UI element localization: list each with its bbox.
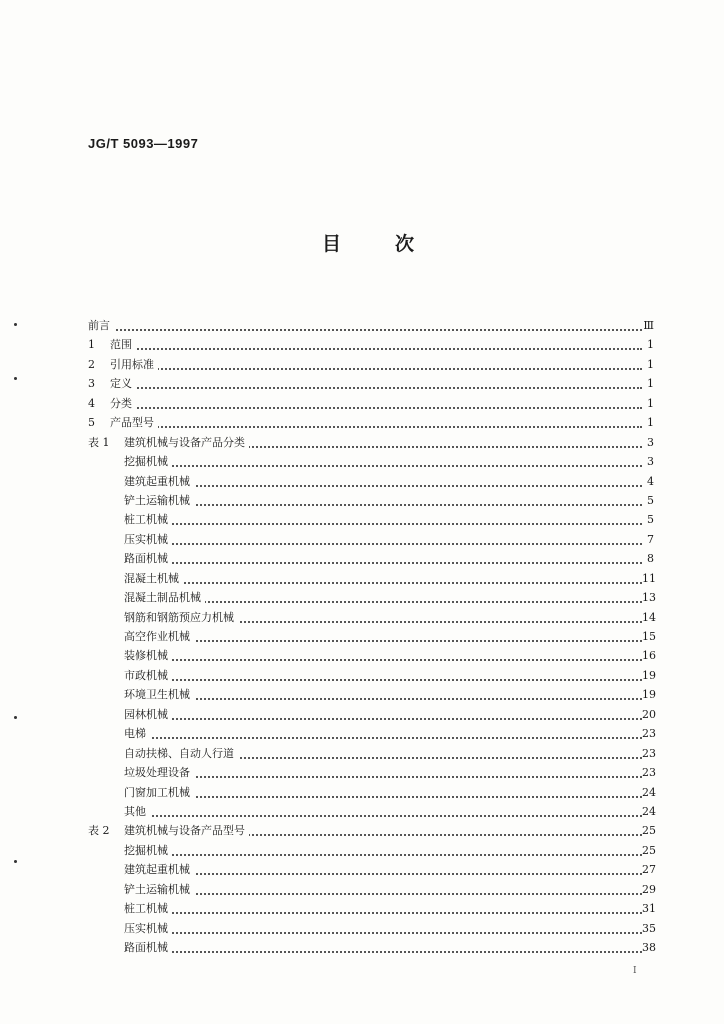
toc-entry[interactable] — [88, 413, 654, 432]
toc-entry-label: 挖掘机械 — [124, 841, 172, 860]
toc-entry[interactable] — [88, 646, 654, 665]
dot-leader — [124, 465, 642, 467]
toc-entry-page: 3 — [647, 455, 654, 469]
toc-entry-label: 建筑机械与设备产品型号 — [124, 821, 249, 840]
scan-mark — [14, 860, 17, 863]
scan-mark — [14, 716, 17, 719]
toc-entry[interactable] — [88, 899, 654, 918]
toc-entry-label: 园林机械 — [124, 705, 172, 724]
toc-entry-label: 市政机械 — [124, 666, 172, 685]
toc-entry-page: 5 — [647, 513, 654, 527]
toc-entry-label: 电梯 — [124, 724, 150, 743]
toc-entry-page: 1 — [647, 396, 654, 410]
toc-entry-label: 铲土运输机械 — [124, 880, 194, 899]
toc-entry-label: 引用标准 — [110, 355, 158, 374]
toc-entry[interactable] — [88, 685, 654, 704]
standard-code: JG/T 5093—1997 — [88, 136, 199, 151]
toc-entry[interactable] — [88, 783, 654, 802]
toc-entry[interactable] — [88, 841, 654, 860]
toc-entry[interactable] — [88, 763, 654, 782]
toc-entry-label: 混凝土机械 — [124, 569, 183, 588]
dot-leader — [124, 582, 642, 584]
toc-entry-page: 19 — [642, 668, 656, 682]
toc-entry-page: 1 — [647, 416, 654, 430]
toc-entry[interactable] — [88, 588, 654, 607]
toc-entry-label: 门窗加工机械 — [124, 783, 194, 802]
toc-entry-label: 垃圾处理设备 — [124, 763, 194, 782]
toc-entry-page: Ⅲ — [643, 319, 654, 332]
toc-entry[interactable] — [88, 821, 654, 840]
toc-entry-label: 分类 — [110, 394, 136, 413]
dot-leader — [124, 562, 642, 564]
toc-entry[interactable] — [88, 510, 654, 529]
toc-entry-page: 38 — [642, 941, 656, 954]
toc-entry[interactable] — [88, 919, 654, 938]
toc-entry-page: 4 — [647, 474, 654, 488]
page-title: 目次 — [322, 233, 469, 255]
toc-entry-page: 13 — [642, 591, 656, 605]
scan-mark — [14, 377, 17, 380]
toc-entry-page: 29 — [642, 882, 656, 896]
toc-entry-page: 3 — [647, 435, 654, 449]
dot-leader — [124, 815, 642, 817]
toc-entry-label: 产品型号 — [110, 413, 158, 432]
toc-entry[interactable] — [88, 472, 654, 491]
dot-leader — [124, 893, 642, 895]
toc-entry-page: 7 — [647, 532, 654, 546]
toc-entry-label: 铲土运输机械 — [124, 491, 194, 510]
toc-entry[interactable] — [88, 452, 654, 471]
dot-leader — [124, 659, 642, 661]
toc-entry[interactable] — [88, 433, 654, 452]
toc-entry-page: 27 — [642, 863, 656, 877]
dot-leader — [124, 543, 642, 545]
toc-entry-label: 挖掘机械 — [124, 452, 172, 471]
toc-entry-number: 2 — [88, 357, 95, 371]
toc-entry[interactable] — [88, 569, 654, 588]
dot-leader — [124, 718, 642, 720]
dot-leader — [124, 776, 642, 778]
toc-entry-page: 31 — [642, 902, 656, 916]
toc-entry-number: 5 — [88, 416, 95, 430]
toc-entry-page: 23 — [642, 727, 656, 741]
toc-entry-label: 建筑起重机械 — [124, 472, 194, 491]
dot-leader — [124, 854, 642, 856]
toc-entry-label: 建筑起重机械 — [124, 860, 194, 879]
toc-entry-number: 3 — [88, 377, 95, 391]
toc-entry-label: 其他 — [124, 802, 150, 821]
toc-entry-label: 定义 — [110, 374, 136, 393]
dot-leader — [124, 951, 642, 953]
toc-entry-number: 表 2 — [88, 824, 110, 838]
toc-entry-label: 建筑机械与设备产品分类 — [124, 433, 249, 452]
toc-entry[interactable] — [88, 355, 654, 374]
toc-entry-label: 前言 — [88, 316, 114, 335]
toc-entry-page: 1 — [647, 357, 654, 371]
toc-entry[interactable] — [88, 608, 654, 627]
toc-entry-label: 路面机械 — [124, 549, 172, 568]
toc-entry-label: 压实机械 — [124, 530, 172, 549]
dot-leader — [110, 426, 642, 428]
toc-entry[interactable] — [88, 724, 654, 743]
toc-entry-page: 25 — [642, 824, 656, 838]
toc-entry-page: 1 — [647, 377, 654, 391]
toc-entry[interactable] — [88, 938, 654, 957]
dot-leader — [110, 348, 642, 350]
dot-leader — [110, 387, 642, 389]
toc-entry-label: 装修机械 — [124, 646, 172, 665]
toc-entry[interactable] — [88, 627, 654, 646]
dot-leader — [124, 640, 642, 642]
toc-entry-page: 24 — [642, 804, 656, 818]
dot-leader — [124, 796, 642, 798]
dot-leader — [124, 504, 642, 506]
page-number: I — [633, 966, 637, 976]
toc-entry-label: 路面机械 — [124, 938, 172, 957]
dot-leader — [124, 737, 642, 739]
toc-entry-label: 环境卫生机械 — [124, 685, 194, 704]
dot-leader — [110, 407, 642, 409]
toc-entry-page: 23 — [642, 766, 656, 780]
toc-entry[interactable] — [88, 666, 654, 685]
toc-entry-page: 15 — [642, 630, 656, 643]
toc-entry[interactable] — [88, 335, 654, 354]
toc-entry-page: 25 — [642, 843, 656, 857]
dot-leader — [110, 368, 642, 370]
toc-entry-label: 自动扶梯、自动人行道 — [124, 744, 238, 763]
toc-entry[interactable] — [88, 744, 654, 763]
toc-entry-label: 压实机械 — [124, 919, 172, 938]
toc-entry-page: 19 — [642, 688, 656, 702]
dot-leader — [124, 912, 642, 914]
toc-entry-label: 钢筋和钢筋预应力机械 — [124, 608, 238, 627]
toc-entry-number: 1 — [88, 338, 95, 352]
toc-entry-page: 14 — [642, 610, 656, 624]
toc-entry-label: 桩工机械 — [124, 899, 172, 918]
toc-entry-label: 桩工机械 — [124, 510, 172, 529]
toc-entry-page: 5 — [647, 493, 654, 507]
toc-entry-label: 混凝土制品机械 — [124, 588, 205, 607]
toc-entry-page: 35 — [642, 921, 656, 935]
toc-entry-page: 16 — [642, 649, 656, 663]
toc-entry-page: 1 — [647, 338, 654, 352]
table-of-contents — [88, 316, 654, 957]
toc-entry[interactable] — [88, 880, 654, 899]
toc-entry[interactable] — [88, 530, 654, 549]
toc-entry[interactable] — [88, 802, 654, 821]
toc-entry[interactable] — [88, 705, 654, 724]
toc-entry-label: 范围 — [110, 335, 136, 354]
dot-leader — [124, 873, 642, 875]
toc-entry-page: 8 — [647, 552, 654, 566]
toc-entry[interactable] — [88, 316, 654, 335]
toc-entry[interactable] — [88, 394, 654, 413]
dot-leader — [88, 329, 642, 331]
toc-entry[interactable] — [88, 549, 654, 568]
toc-entry[interactable] — [88, 374, 654, 393]
toc-entry-page: 11 — [642, 571, 656, 585]
scan-mark — [14, 323, 17, 326]
toc-entry-page: 20 — [642, 707, 656, 721]
dot-leader — [124, 679, 642, 681]
toc-entry-number: 4 — [88, 396, 95, 410]
dot-leader — [124, 932, 642, 934]
dot-leader — [124, 485, 642, 487]
toc-entry-page: 24 — [642, 785, 656, 799]
toc-entry-number: 表 1 — [88, 435, 110, 449]
toc-entry[interactable] — [88, 491, 654, 510]
toc-entry[interactable] — [88, 860, 654, 879]
toc-entry-page: 23 — [642, 746, 656, 760]
toc-entry-label: 高空作业机械 — [124, 627, 194, 646]
dot-leader — [124, 698, 642, 700]
dot-leader — [124, 523, 642, 525]
